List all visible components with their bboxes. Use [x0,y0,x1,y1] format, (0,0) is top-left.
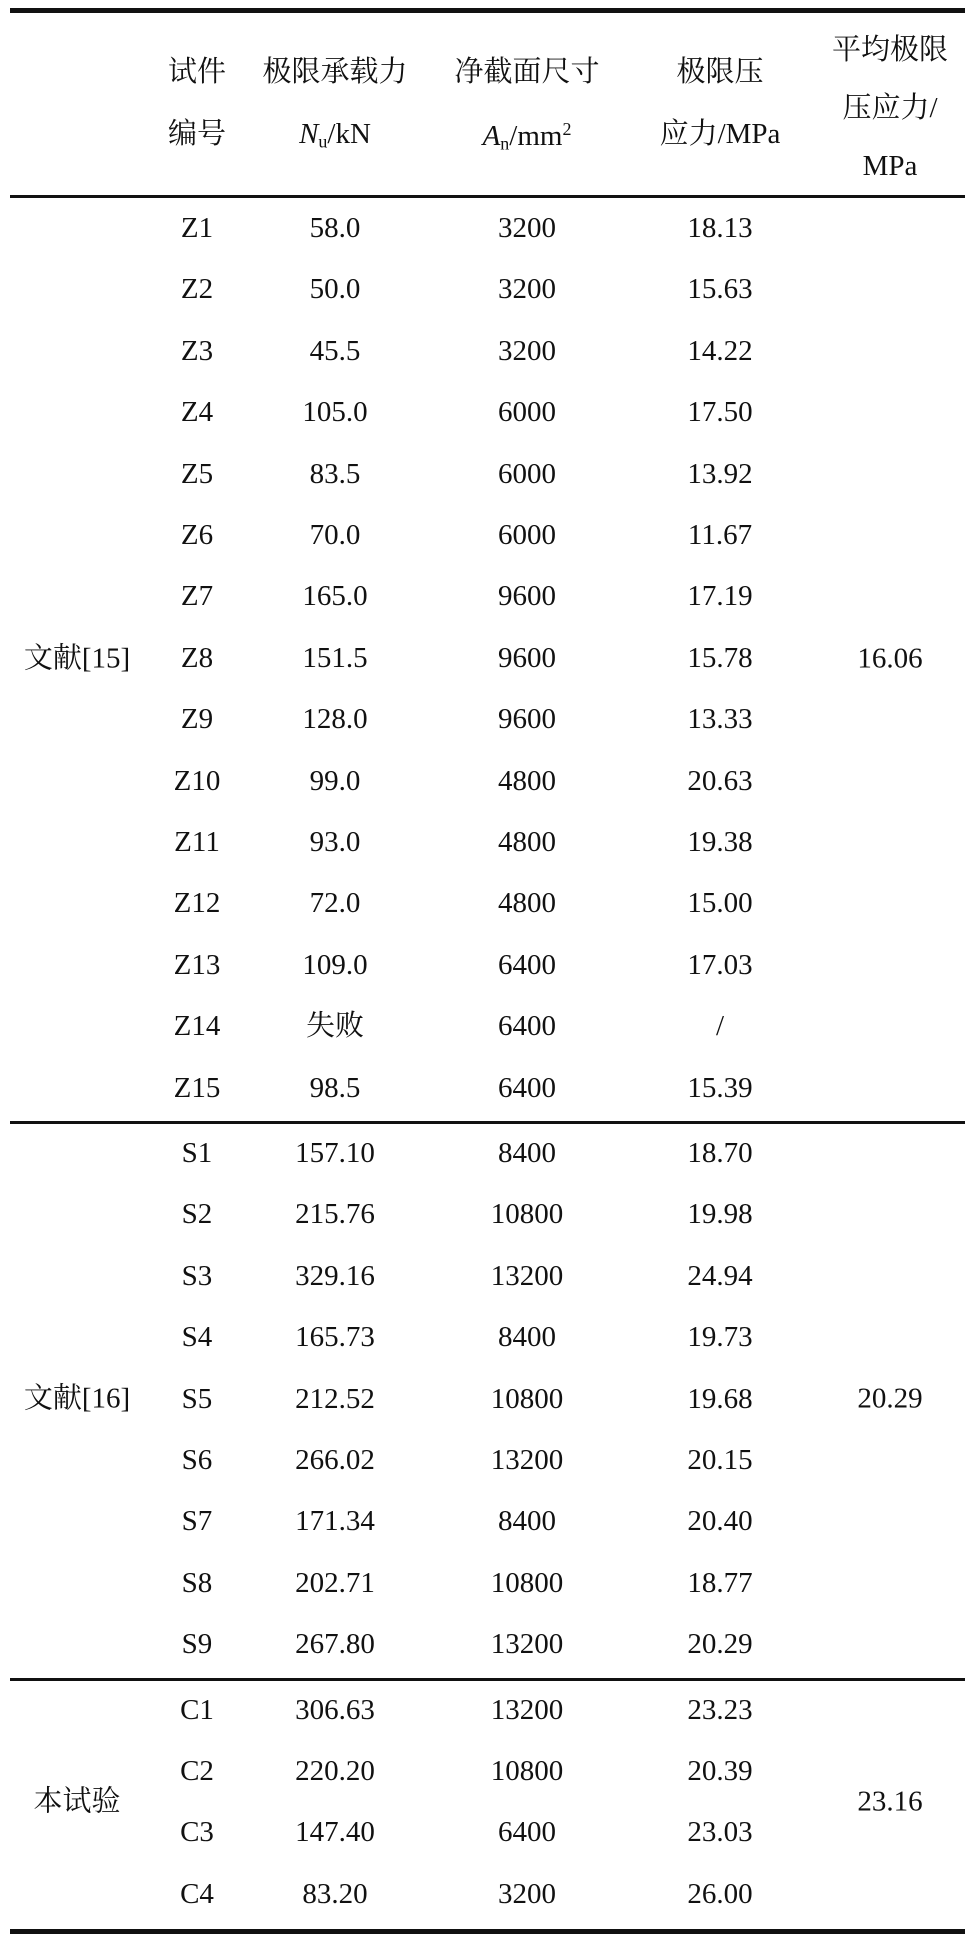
cell-load: 165.73 [295,1321,375,1354]
cell-load: 72.0 [309,887,361,920]
group-divider-rule [10,1121,965,1124]
cell-load: 267.80 [295,1628,375,1661]
cell-stress: 17.50 [687,396,753,429]
cell-stress: 14.22 [687,334,753,367]
cell-id: Z8 [180,641,214,674]
cell-area: 9600 [498,580,556,613]
header-ultimate-load: 极限承载力 $N_u/kN$ [262,56,408,152]
cell-load: 58.0 [309,212,361,244]
cell-area: 3200 [498,212,556,244]
cell-stress: 26.00 [687,1877,753,1910]
cell-id: Z6 [180,519,214,551]
cell-area: 3200 [498,334,556,367]
cell-stress: 19.68 [687,1382,753,1415]
header-specimen-id: 试件 编号 [167,56,227,150]
cell-load: 215.76 [295,1198,375,1231]
cell-load: 147.40 [295,1816,375,1849]
cell-id: C1 [180,1693,214,1726]
cell-stress: 23.23 [687,1693,753,1726]
cell-stress: 18.77 [687,1566,753,1599]
cell-stress: 13.33 [687,703,753,736]
cell-stress: 18.70 [687,1137,753,1169]
cell-id: Z14 [173,1010,221,1043]
cell-area: 13200 [490,1444,564,1476]
cell-area: 8400 [498,1137,556,1169]
group-average: 16.06 [857,642,923,674]
cell-load: 212.52 [295,1382,375,1415]
cell-stress: 20.39 [687,1755,753,1787]
cell-load: 165.0 [302,580,368,613]
cell-id: Z2 [180,273,214,306]
cell-load: 266.02 [295,1444,375,1476]
cell-load: 220.20 [295,1755,375,1787]
cell-load: 99.0 [309,764,361,797]
cell-id: Z9 [180,703,214,736]
header-rule [10,195,965,198]
cell-load: 105.0 [302,396,368,429]
cell-load: 329.16 [295,1259,375,1292]
cell-id: S1 [181,1137,213,1169]
cell-stress: 15.00 [687,887,753,920]
cell-stress: / [715,1010,725,1043]
cell-stress: 18.13 [687,212,753,244]
cell-stress: 20.63 [687,764,753,797]
cell-stress: 20.15 [687,1444,753,1476]
cell-id: S5 [181,1382,213,1415]
cell-area: 4800 [498,764,556,797]
cell-area: 13200 [490,1259,564,1292]
cell-stress: 23.03 [687,1816,753,1849]
cell-id: Z13 [173,948,221,981]
cell-stress: 15.63 [687,273,753,306]
cell-area: 13200 [490,1628,564,1661]
cell-area: 6400 [498,948,556,981]
cell-load: 失败 [305,1010,365,1043]
cell-stress: 17.03 [687,948,753,981]
cell-load: 109.0 [302,948,368,981]
cell-load: 128.0 [302,703,368,736]
cell-area: 9600 [498,703,556,736]
cell-id: S8 [181,1566,213,1599]
cell-stress: 15.78 [687,641,753,674]
cell-area: 3200 [498,1877,556,1910]
cell-stress: 19.73 [687,1321,753,1354]
cell-load: 157.10 [295,1137,375,1169]
cell-load: 83.5 [309,457,361,490]
cell-load: 45.5 [309,334,361,367]
cell-load: 202.71 [295,1566,375,1599]
cell-id: C3 [180,1816,214,1849]
cell-area: 6400 [498,1010,556,1043]
cell-area: 6000 [498,396,556,429]
group-label: 文献[16] [23,1382,131,1415]
cell-load: 83.20 [302,1877,368,1910]
cell-area: 10800 [490,1566,564,1599]
cell-id: Z12 [173,887,221,920]
group-average: 23.16 [857,1785,923,1818]
header-ultimate-stress: 极限压 应力/MPa [659,56,781,150]
cell-stress: 17.19 [687,580,753,613]
cell-id: Z3 [180,334,214,367]
cell-load: 151.5 [302,641,368,674]
group-label: 文献[15] [23,642,131,674]
cell-stress: 24.94 [687,1259,753,1292]
header-average-stress: 平均极限 压应力/ MPa [831,34,949,182]
cell-id: Z1 [180,212,214,244]
cell-area: 10800 [490,1755,564,1787]
cell-area: 13200 [490,1693,564,1726]
cell-area: 6000 [498,519,556,551]
cell-load: 171.34 [295,1505,375,1538]
cell-load: 70.0 [309,519,361,551]
group-average: 20.29 [857,1382,923,1415]
cell-id: Z5 [180,457,214,490]
cell-stress: 19.38 [687,826,753,858]
cell-area: 4800 [498,887,556,920]
cell-id: Z10 [173,764,221,797]
cell-stress: 20.29 [687,1628,753,1661]
cell-id: Z7 [180,580,214,613]
cell-id: S6 [181,1444,213,1476]
cell-id: S3 [181,1259,213,1292]
cell-area: 8400 [498,1505,556,1538]
cell-id: S2 [181,1198,213,1231]
cell-load: 98.5 [309,1071,361,1104]
cell-id: C2 [180,1755,214,1787]
cell-area: 9600 [498,641,556,674]
cell-area: 10800 [490,1198,564,1231]
cell-id: Z15 [173,1071,221,1104]
table-top-rule [10,8,965,13]
cell-stress: 15.39 [687,1071,753,1104]
cell-load: 306.63 [295,1693,375,1726]
cell-id: S9 [181,1628,213,1661]
cell-area: 3200 [498,273,556,306]
cell-load: 93.0 [309,826,361,858]
group-divider-rule [10,1678,965,1681]
cell-area: 8400 [498,1321,556,1354]
cell-stress: 20.40 [687,1505,753,1538]
cell-id: Z11 [174,826,220,858]
group-label: 本试验 [33,1785,121,1818]
cell-id: Z4 [180,396,214,429]
cell-id: S4 [181,1321,213,1354]
cell-area: 6000 [498,457,556,490]
cell-stress: 19.98 [687,1198,753,1231]
cell-stress: 11.67 [687,519,753,551]
cell-id: S7 [181,1505,213,1538]
cell-area: 4800 [498,826,556,858]
cell-load: 50.0 [309,273,361,306]
cell-area: 6400 [498,1071,556,1104]
cell-stress: 13.92 [687,457,753,490]
cell-area: 6400 [498,1816,556,1849]
cell-id: C4 [180,1877,214,1910]
header-net-area: 净截面尺寸 $A_n/mm^2$ [454,56,600,154]
cell-area: 10800 [490,1382,564,1415]
